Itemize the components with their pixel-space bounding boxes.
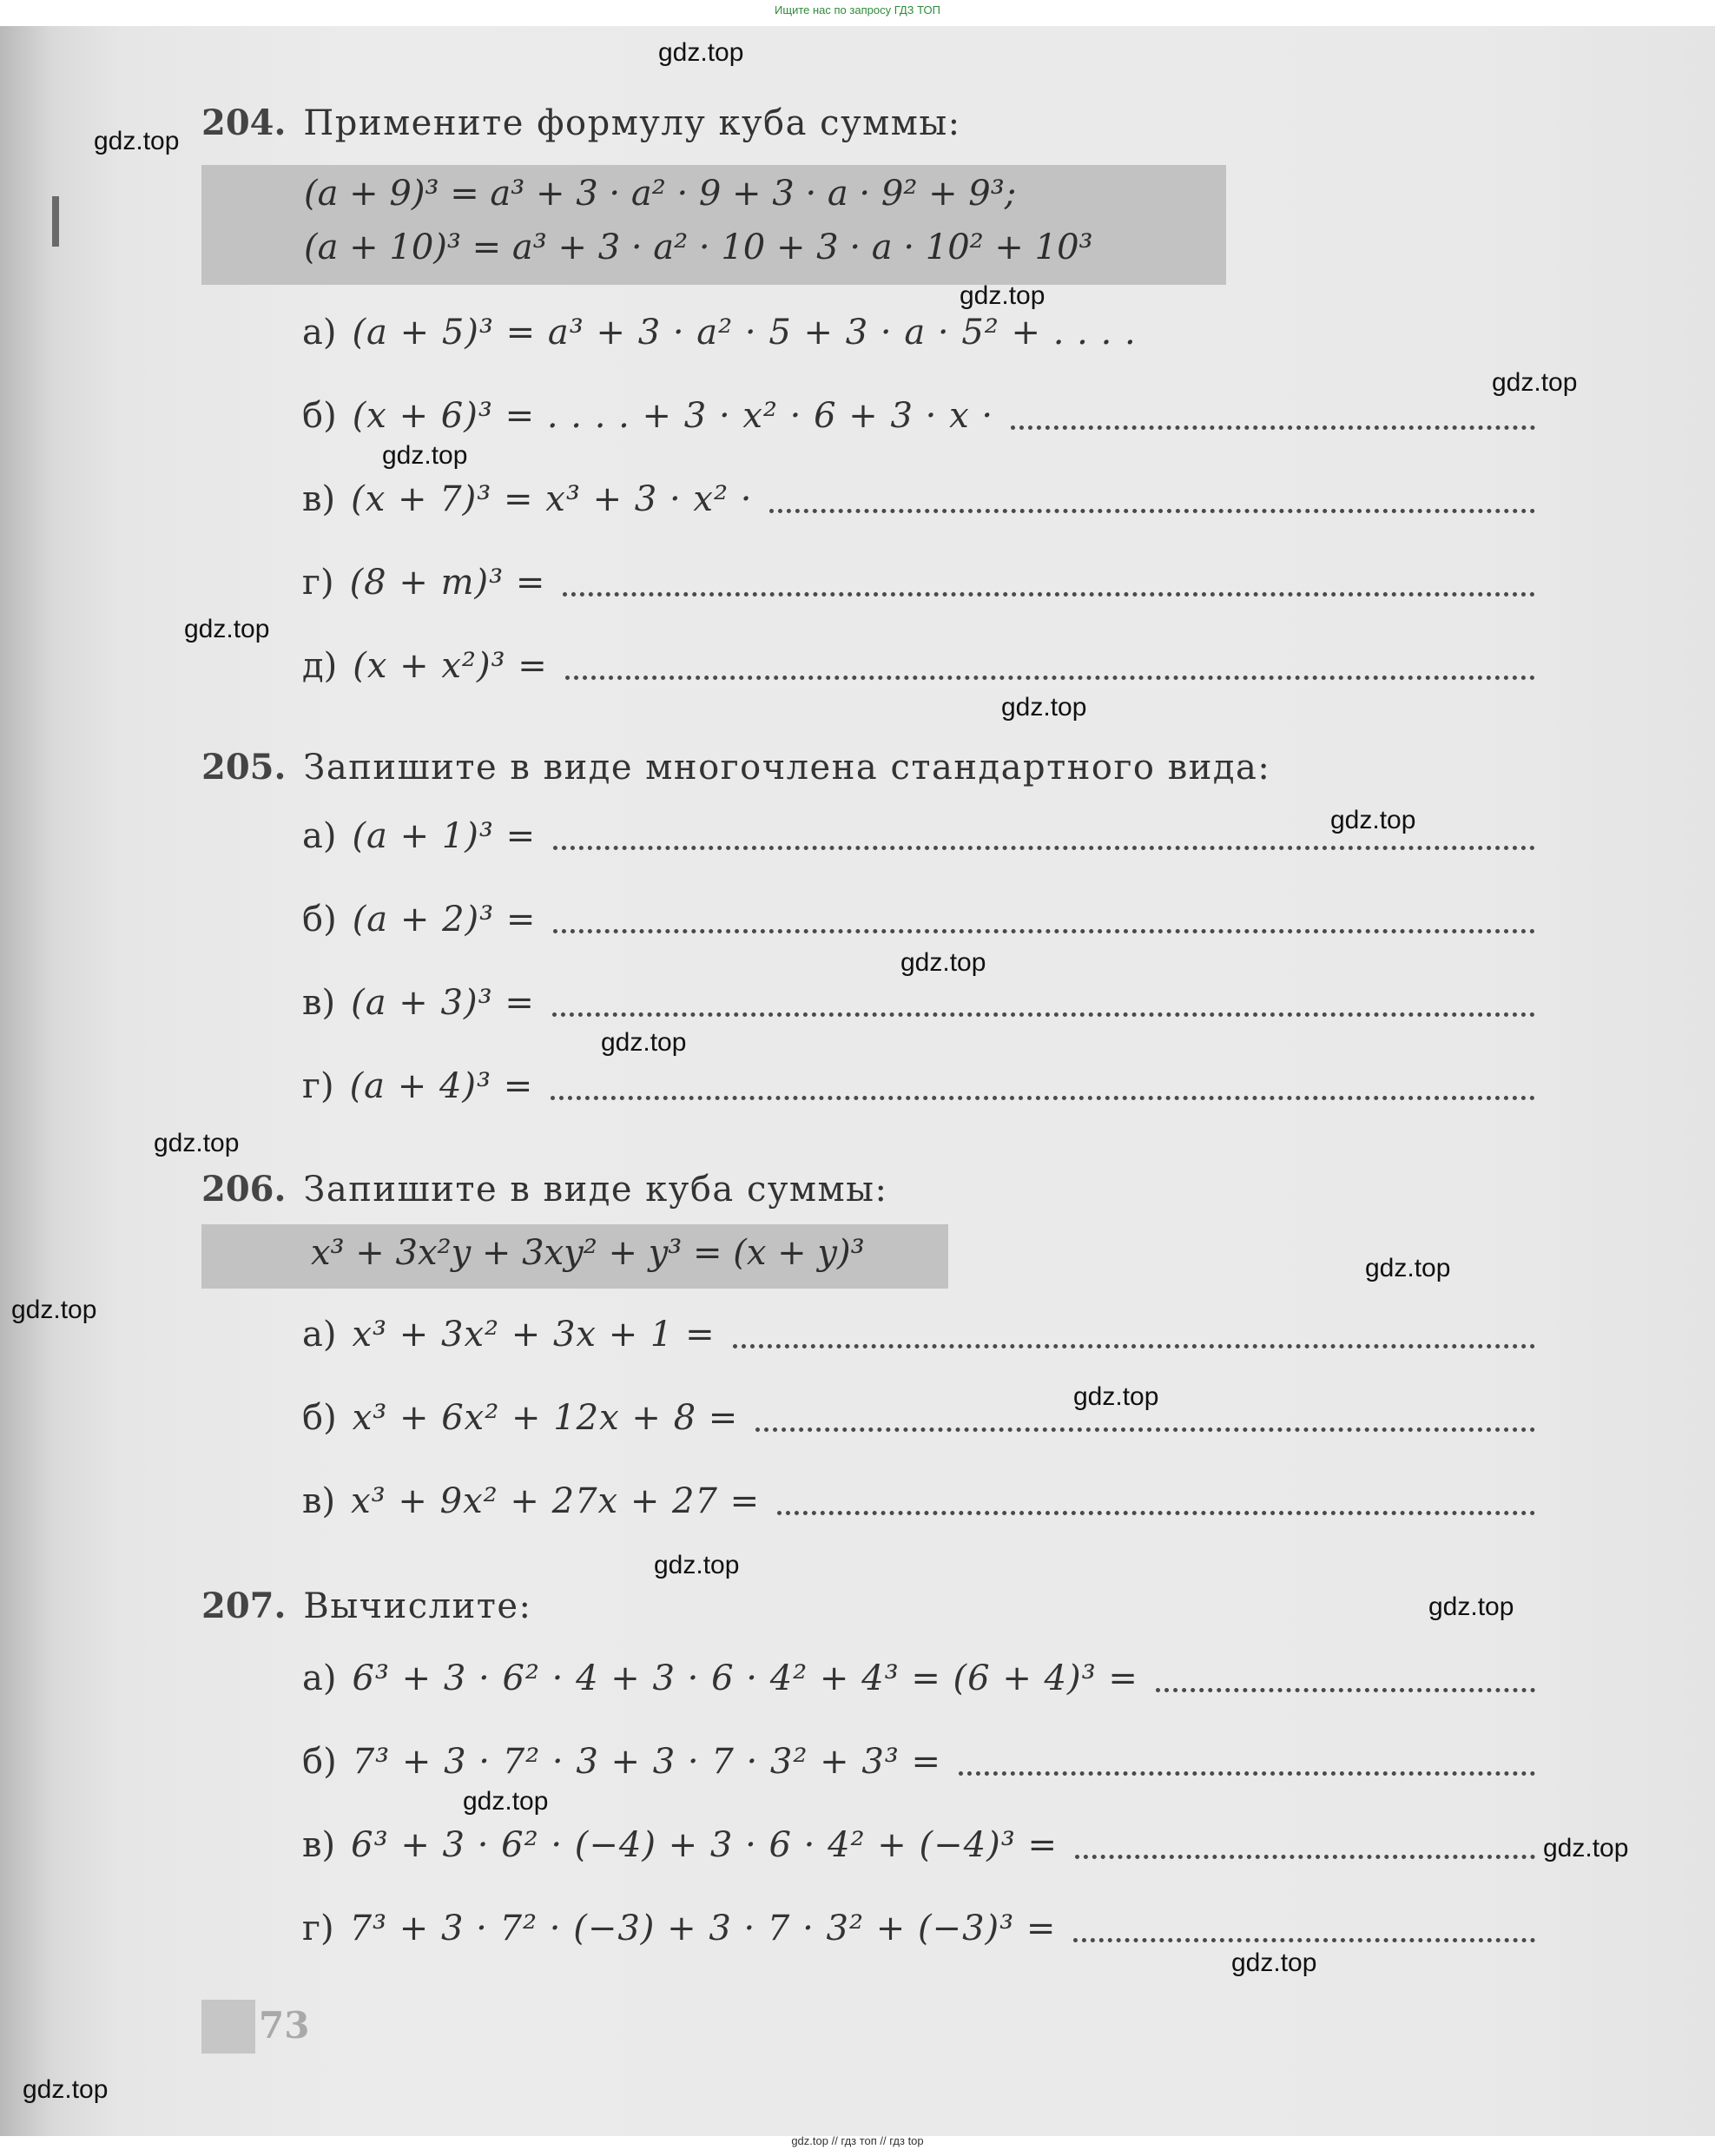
watermark-text: gdz.top — [11, 1296, 97, 1324]
exercise-item — [302, 563, 1535, 603]
task-title: Вычислите: — [303, 1586, 532, 1626]
answer-line[interactable] — [552, 1007, 1535, 1017]
answer-line[interactable] — [1073, 1933, 1535, 1942]
exercise-item — [302, 1742, 1535, 1782]
item-expression: x³ + 6x² + 12x + 8 = — [352, 1398, 739, 1438]
exercise-item — [302, 479, 1535, 519]
item-expression: (x + x²)³ = — [353, 646, 548, 686]
item-label: а) — [302, 1658, 337, 1698]
task-number: 206. — [201, 1169, 287, 1210]
watermark-text: gdz.top — [1428, 1592, 1514, 1621]
watermark-text: gdz.top — [1543, 1834, 1629, 1863]
page-number-block — [201, 2000, 255, 2054]
answer-line[interactable] — [563, 587, 1535, 597]
watermark-text: gdz.top — [463, 1787, 549, 1816]
item-expression: (x + 6)³ = . . . . + 3 · x² · 6 + 3 · x · — [352, 396, 994, 436]
watermark-text: gdz.top — [960, 281, 1045, 310]
exercise-item — [302, 983, 1535, 1023]
watermark-text: gdz.top — [1001, 693, 1087, 722]
task-206-heading — [201, 1169, 887, 1210]
formula-line: (a + 9)³ = a³ + 3 · a² · 9 + 3 · a · 9² + 9³; — [304, 174, 1017, 214]
item-expression: x³ + 3x² + 3x + 1 = — [352, 1315, 716, 1355]
item-label: в) — [302, 983, 336, 1023]
item-expression: (a + 5)³ = a³ + 3 · a² · 5 + 3 · a · 5² + . . . . — [352, 313, 1137, 353]
item-expression: 7³ + 3 · 7² · (−3) + 3 · 7 · 3² + (−3)³ = — [349, 1909, 1057, 1948]
watermark-text: gdz.top — [1231, 1948, 1317, 1977]
item-expression: (a + 2)³ = — [352, 900, 537, 940]
answer-line[interactable] — [1075, 1849, 1535, 1859]
page-number: 73 — [259, 2004, 310, 2047]
answer-line[interactable] — [551, 1091, 1535, 1100]
watermark-text: gdz.top — [1365, 1254, 1451, 1282]
task-number: 204. — [201, 102, 287, 143]
answer-line[interactable] — [1156, 1683, 1535, 1692]
item-expression: (a + 3)³ = — [351, 983, 535, 1023]
task-207-heading — [201, 1586, 532, 1626]
task-number: 205. — [201, 747, 287, 788]
header-search-link[interactable]: Ищите нас по запросу ГДЗ ТОП — [775, 3, 940, 16]
exercise-item — [302, 900, 1535, 940]
answer-line[interactable] — [959, 1766, 1535, 1776]
answer-line[interactable] — [777, 1506, 1535, 1515]
item-expression: (8 + m)³ = — [349, 563, 546, 603]
item-label: б) — [302, 900, 337, 940]
item-expression: (a + 4)³ = — [349, 1066, 534, 1106]
item-label: в) — [302, 1825, 336, 1865]
exercise-item — [302, 1315, 1535, 1355]
exercise-item — [302, 1825, 1535, 1865]
task-title: Запишите в виде многочлена стандартного вида: — [303, 748, 1271, 788]
item-expression: x³ + 9x² + 27x + 27 = — [351, 1481, 761, 1521]
watermark-text: gdz.top — [94, 127, 180, 155]
item-label: г) — [302, 1066, 334, 1106]
exercise-item — [302, 1398, 1535, 1438]
task-number: 207. — [201, 1586, 287, 1626]
item-expression: 6³ + 3 · 6² · (−4) + 3 · 6 · 4² + (−4)³ = — [351, 1825, 1058, 1865]
item-label: в) — [302, 1481, 336, 1521]
task-title: Примените формулу куба суммы: — [303, 103, 961, 143]
item-label: б) — [302, 1742, 337, 1782]
item-expression: (x + 7)³ = x³ + 3 · x² · — [351, 479, 753, 519]
watermark-text: gdz.top — [1492, 368, 1578, 397]
answer-line[interactable] — [553, 924, 1535, 933]
task-title: Запишите в виде куба суммы: — [303, 1170, 888, 1210]
item-label: в) — [302, 479, 336, 519]
watermark-text: gdz.top — [900, 948, 986, 977]
item-label: а) — [302, 313, 337, 353]
watermark-text: gdz.top — [1330, 806, 1416, 834]
answer-line[interactable] — [755, 1422, 1535, 1432]
exercise-item — [302, 1909, 1535, 1948]
exercise-item — [302, 1066, 1535, 1106]
watermark-text: gdz.top — [23, 2075, 109, 2104]
watermark-text: gdz.top — [654, 1551, 740, 1579]
spine-mark — [52, 196, 59, 247]
watermark-text: gdz.top — [601, 1028, 687, 1057]
answer-line[interactable] — [553, 841, 1535, 850]
watermark-text: gdz.top — [184, 615, 270, 643]
watermark-text: gdz.top — [658, 38, 744, 67]
answer-line[interactable] — [565, 670, 1535, 680]
exercise-item — [302, 313, 1535, 353]
exercise-item — [302, 646, 1535, 686]
formula-line: (a + 10)³ = a³ + 3 · a² · 10 + 3 · a · 10² + 10³ — [304, 227, 1093, 267]
task-204-heading — [201, 102, 961, 143]
answer-line[interactable] — [769, 504, 1535, 513]
exercise-item — [302, 1658, 1535, 1698]
item-label: б) — [302, 396, 337, 436]
task-205-heading — [201, 747, 1270, 788]
item-expression: 6³ + 3 · 6² · 4 + 3 · 6 · 4² + 4³ = (6 + 4)³ = — [352, 1658, 1138, 1698]
watermark-text: gdz.top — [1073, 1382, 1159, 1411]
watermark-text: gdz.top — [382, 441, 468, 470]
formula-line: x³ + 3x²y + 3xy² + y³ = (x + y)³ — [311, 1233, 865, 1273]
item-label: б) — [302, 1398, 337, 1438]
item-label: г) — [302, 1909, 334, 1948]
answer-line[interactable] — [733, 1339, 1535, 1348]
item-expression: 7³ + 3 · 7² · 3 + 3 · 7 · 3² + 3³ = — [352, 1742, 942, 1782]
answer-line[interactable] — [1011, 420, 1535, 430]
exercise-item — [302, 1481, 1535, 1521]
footer-link[interactable]: gdz.top // гдз топ // гдз top — [791, 2134, 924, 2147]
watermark-text: gdz.top — [154, 1129, 240, 1157]
exercise-item — [302, 396, 1535, 436]
item-label: д) — [302, 646, 338, 686]
item-label: а) — [302, 1315, 337, 1355]
item-label: а) — [302, 816, 337, 856]
item-label: г) — [302, 563, 334, 603]
item-expression: (a + 1)³ = — [352, 816, 537, 856]
